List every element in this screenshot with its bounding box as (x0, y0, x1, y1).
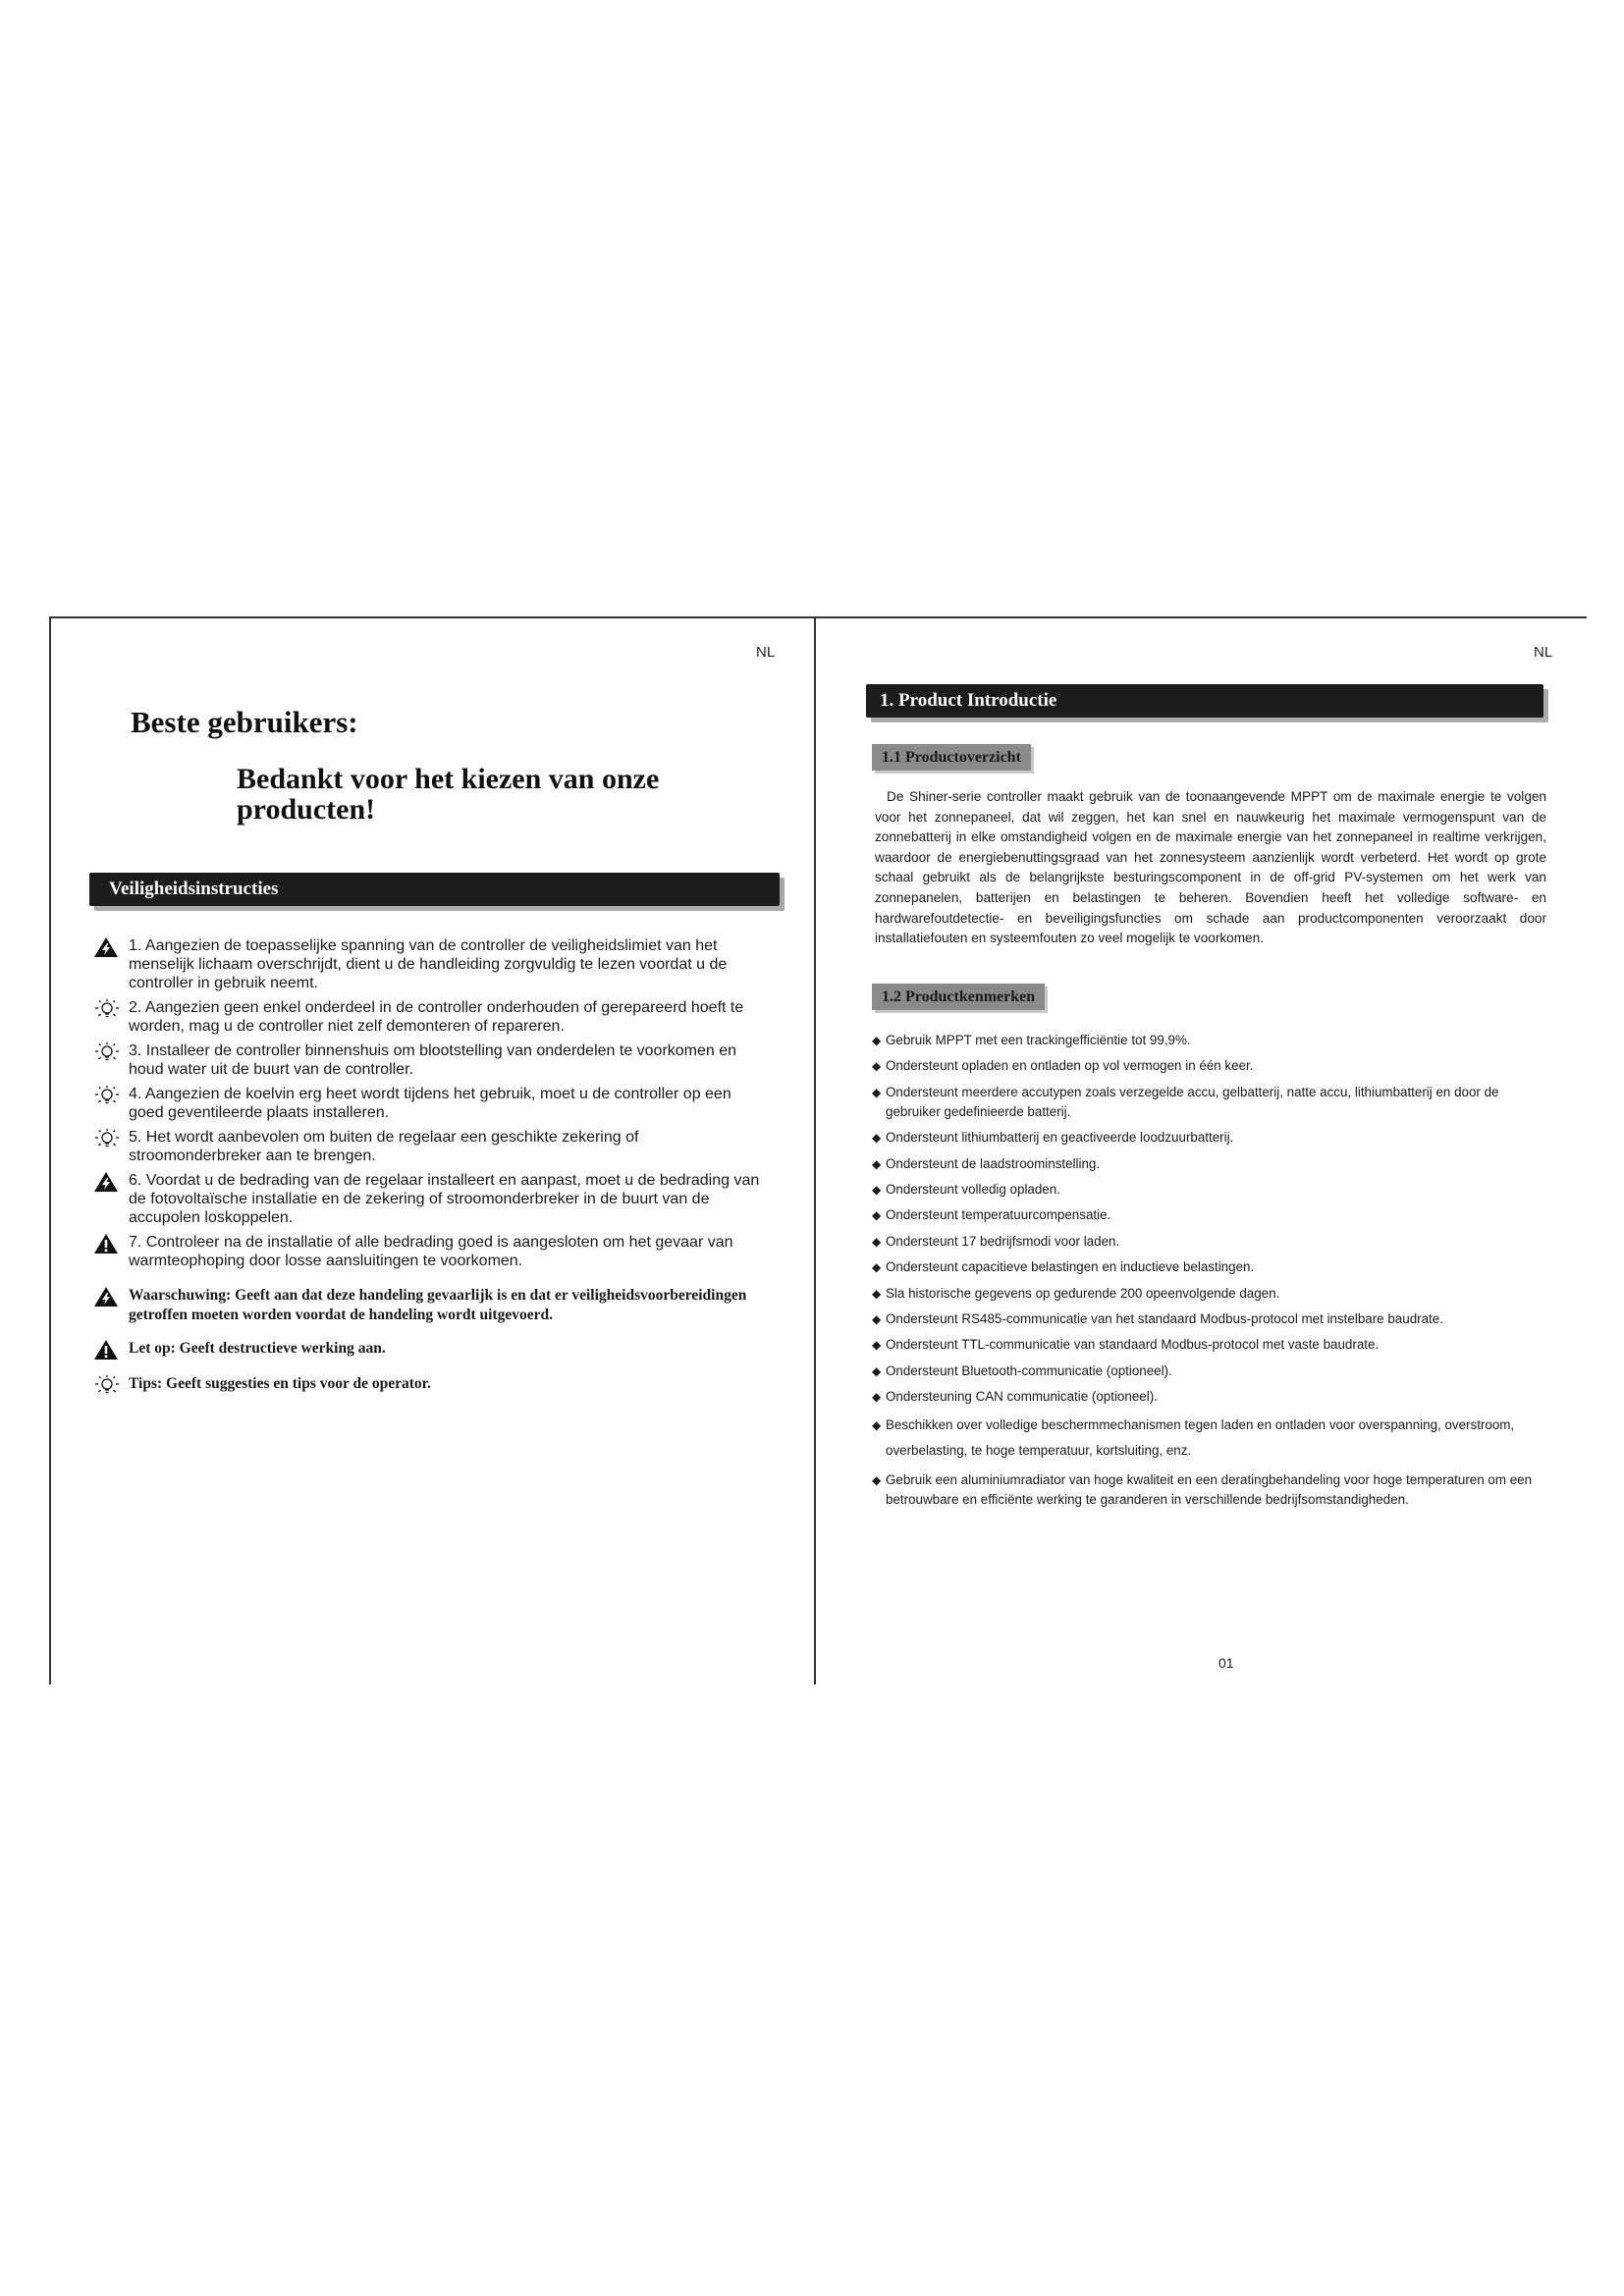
page-divider (814, 616, 816, 1684)
product-intro-title-bar: 1. Product Introductie (866, 684, 1543, 718)
bulb-icon (93, 1041, 121, 1070)
page-frame-top (49, 616, 1587, 618)
safety-item (89, 1171, 767, 1227)
bulb-icon (93, 1085, 121, 1113)
feature-item: ◆ Ondersteunt Bluetooth-communicatie (optioneel). (872, 1362, 1549, 1381)
safety-item-text: 2. Aangezien geen enkel onderdeel in de controller onderhouden of gerepareerd hoeft te worden, mag u de controller niet zelf demonteren of repareren. (129, 999, 744, 1035)
feature-item: ◆ Ondersteunt temperatuurcompensatie. (872, 1205, 1549, 1225)
feature-item: ◆ Beschikken over volledige beschermmechanismen tegen laden en ontladen voor overspanning, overstroom, overbelasting, te hoge temperatuur, kortsluiting, enz. (872, 1413, 1549, 1464)
features-subheading: 1.2 Productkenmerken (872, 984, 1045, 1010)
safety-item (89, 1041, 767, 1079)
safety-item (89, 936, 767, 992)
language-label-right: NL (1534, 644, 1553, 661)
thanks-heading: Bedankt voor het kiezen van onze producten! (237, 763, 660, 826)
safety-item-text: 4. Aangezien de koelvin erg heet wordt tijdens het gebruik, moet u de controller op een goed geventileerde plaats installeren. (129, 1086, 731, 1121)
greeting: Beste gebruikers: (131, 705, 358, 739)
feature-item: ◆ Ondersteunt volledig opladen. (872, 1180, 1549, 1200)
legend-tips (89, 1374, 767, 1394)
safety-item-text: 1. Aangezien de toepasselijke spanning van de controller de veiligheidslimiet van het menselijk lichaam overschrijdt, dient u de handleiding zorgvuldig te lezen voordat u de controller in gebruik neemt. (129, 937, 728, 991)
safety-item (89, 1085, 767, 1122)
legend-caution-text: Let op: Geeft destructieve werking aan. (129, 1340, 386, 1357)
overview-paragraph: De Shiner-serie controller maakt gebruik van de toonaangevende MPPT om de maximale energie te volgen voor het zonnepaneel, dat wil zeggen, het kan snel en nauwkeurig het maximale vermogenspunt van de zonnebatterij in elke omstandigheid volgen en de maximale energie van het zonnepaneel in realtime verkrijgen, waardoor de energiebenuttingsgraad van het zonnesysteem aanzienlijk wordt verbeterd. Het wordt op grote schaal gebruikt als de belangrijkste besturingscomponent in de off-grid PV-systemen om het werk van zonnepanelen, batterijen en belastingen te beheren. Bovendien heeft het volledige software- en hardwarefoutdetectie- en beveiligingsfuncties om schade aan productcomponenten veroorzaakt door installatiefouten en systeemfouten zo veel mogelijk te voorkomen. (875, 789, 1546, 946)
feature-item: ◆ Ondersteunt opladen en ontladen op vol vermogen in één keer. (872, 1056, 1549, 1076)
warning-icon (93, 1171, 119, 1198)
safety-item-text: 6. Voordat u de bedrading van de regelaar installeert en aanpast, moet u de bedrading van de fotovoltaïsche installatie en de zekering of stroomonderbreker in de buurt van de accupolen loskoppelen. (129, 1172, 760, 1226)
feature-item: ◆ Ondersteunt lithiumbatterij en geactiveerde loodzuurbatterij. (872, 1128, 1549, 1148)
safety-list (89, 936, 767, 1276)
warning-icon (93, 936, 119, 963)
feature-item: ◆ Ondersteuning CAN communicatie (optioneel). (872, 1387, 1549, 1407)
overview-subheading: 1.1 Productoverzicht (872, 744, 1031, 771)
bulb-icon (93, 998, 121, 1027)
warning-icon (93, 1286, 119, 1313)
bulb-icon (93, 1374, 121, 1404)
caution-icon (93, 1233, 119, 1259)
safety-item (89, 1233, 767, 1270)
page-frame-left (49, 616, 51, 1684)
feature-item: ◆ Sla historische gegevens op gedurende 200 opeenvolgende dagen. (872, 1284, 1549, 1304)
safety-item (89, 1128, 767, 1165)
feature-item: ◆ Ondersteunt RS485-communicatie van het standaard Modbus-protocol met instelbare baudrate. (872, 1309, 1549, 1329)
feature-item: ◆ Ondersteunt 17 bedrijfsmodi voor laden. (872, 1232, 1549, 1252)
feature-item: ◆ Ondersteunt TTL-communicatie van standaard Modbus-protocol met vaste baudrate. (872, 1335, 1549, 1355)
features-list (872, 1031, 1549, 1516)
language-label-left: NL (756, 644, 776, 661)
feature-item: ◆ Ondersteunt de laadstroominstelling. (872, 1154, 1549, 1174)
safety-item-text: 5. Het wordt aanbevolen om buiten de regelaar een geschikte zekering of stroomonderbreker aan te brengen. (129, 1129, 639, 1164)
feature-item: ◆ Gebruik MPPT met een trackingefficiëntie tot 99,9%. (872, 1031, 1549, 1050)
feature-item: ◆ Ondersteunt meerdere accutypen zoals verzegelde accu, gelbatterij, natte accu, lithiumbatterij en door de gebruiker gedefinieerde batterij. (872, 1083, 1549, 1122)
legend-warning-text: Waarschuwing: Geeft aan dat deze handeling gevaarlijk is en dat er veiligheidsvoorbereidingen getroffen moeten worden voordat de handeling wordt uitgevoerd. (129, 1287, 747, 1323)
safety-item-text: 3. Installeer de controller binnenshuis om blootstelling van onderdelen te voorkomen en houd water uit de buurt van de controller. (129, 1042, 737, 1078)
feature-item: ◆ Gebruik een aluminiumradiator van hoge kwaliteit en een deratingbehandeling voor hoge temperaturen om een betrouwbare en efficiënte werking te garanderen in verschillende bedrijfsomstandigheden. (872, 1470, 1549, 1510)
safety-item-text: 7. Controleer na de installatie of alle bedrading goed is aangesloten om het gevaar van warmteophoping door losse aansluitingen te voorkomen. (129, 1234, 733, 1269)
caution-icon (93, 1339, 119, 1366)
legend-warning (89, 1286, 767, 1325)
bulb-icon (93, 1128, 121, 1156)
page-number: 01 (1218, 1655, 1234, 1671)
icon-legend (89, 1286, 767, 1394)
legend-tips-text: Tips: Geeft suggesties en tips voor de operator. (129, 1375, 431, 1392)
safety-item (89, 998, 767, 1036)
legend-caution (89, 1339, 767, 1359)
safety-title-bar: Veiligheidsinstructies (89, 873, 780, 906)
feature-item: ◆ Ondersteunt capacitieve belastingen en inductieve belastingen. (872, 1257, 1549, 1277)
